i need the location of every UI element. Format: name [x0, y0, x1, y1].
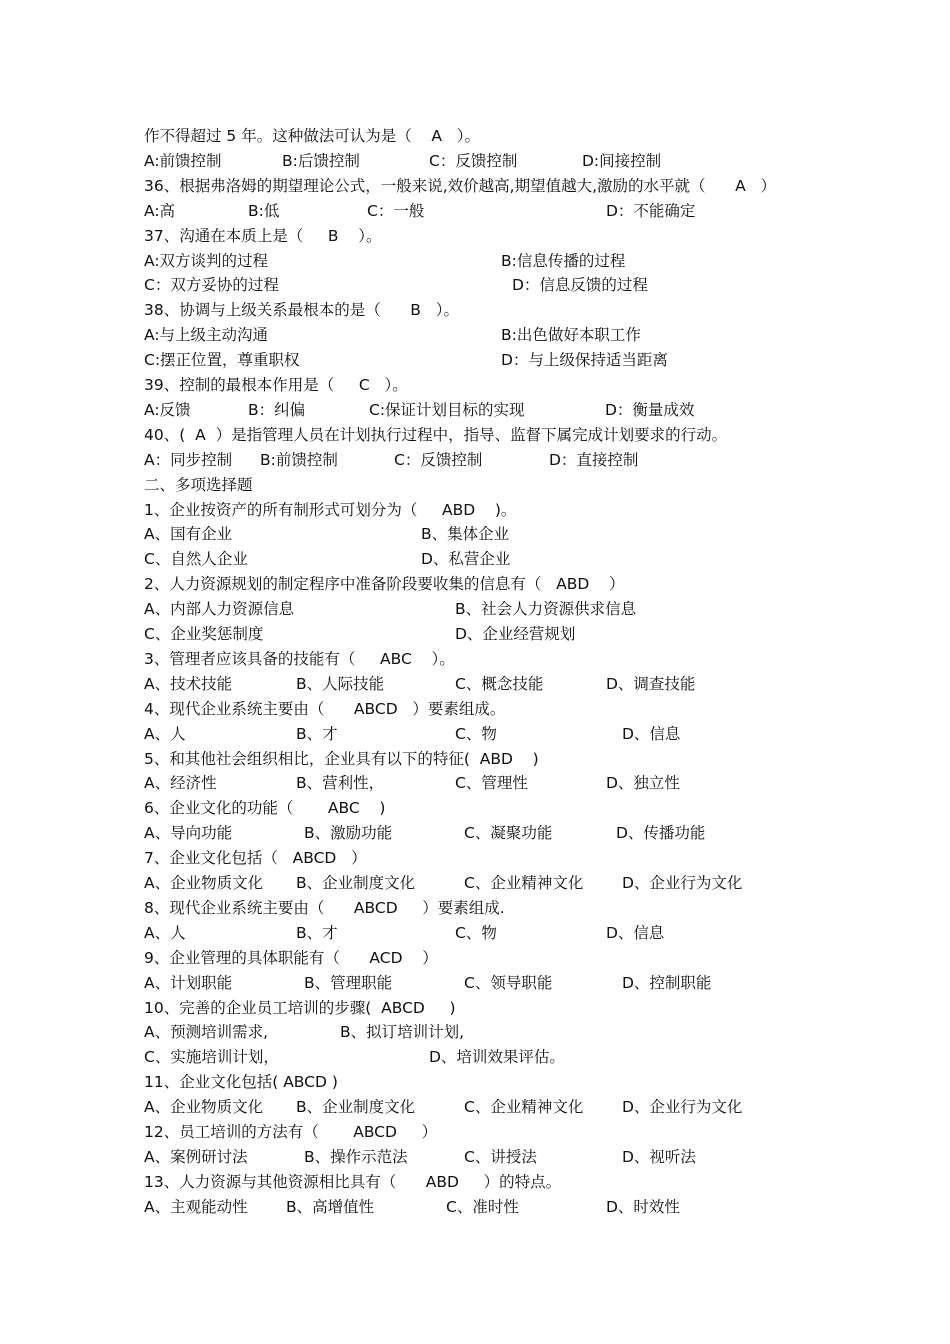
question-line: 12、员工培训的方法有（ ABCD ） — [144, 1123, 438, 1141]
option-text: C:保证计划目标的实现 — [369, 400, 525, 419]
option-text: C、概念技能 — [455, 674, 544, 693]
option-text: B、集体企业 — [421, 525, 510, 544]
option-text: C:摆正位置，尊重职权 — [144, 351, 300, 370]
option-text: B、激励功能 — [304, 824, 393, 843]
question-line: 二、多项选择题 — [144, 475, 253, 494]
option-text: C：反馈控制 — [429, 151, 518, 170]
option-text: A、主观能动性 — [144, 1197, 248, 1216]
option-text: D、独立性 — [606, 774, 680, 793]
option-text: D、控制职能 — [622, 973, 712, 992]
question-line: 6、企业文化的功能（ ABC ) — [144, 799, 386, 818]
option-text: B、才 — [296, 724, 338, 743]
option-text: B、操作示范法 — [304, 1147, 408, 1166]
option-text: B、社会人力资源供求信息 — [455, 600, 637, 619]
option-text: A:反馈 — [144, 400, 191, 419]
option-text: D：信息反馈的过程 — [512, 276, 648, 295]
option-text: C、企业精神文化 — [464, 874, 584, 892]
option-text: D、企业行为文化 — [622, 1098, 743, 1117]
option-text: D：与上级保持适当距离 — [501, 351, 668, 370]
option-text: A:高 — [144, 201, 176, 220]
option-text: D、时效性 — [606, 1197, 680, 1216]
question-line: 8、现代企业系统主要由（ ABCD ）要素组成. — [144, 898, 505, 917]
option-text: C、实施培训计划， — [144, 1048, 279, 1067]
option-text: A、技术技能 — [144, 674, 233, 693]
option-text: A、企业物质文化 — [144, 874, 264, 892]
option-text: C：双方妥协的过程 — [144, 276, 279, 295]
option-text: D、培训效果评估。 — [429, 1048, 565, 1067]
option-text: D：不能确定 — [606, 201, 696, 220]
question-line: 40、( A ）是指管理人员在计划执行过程中，指导、监督下属完成计划要求的行动。 — [144, 425, 728, 444]
option-text: D、私营企业 — [421, 550, 511, 569]
question-line: 7、企业文化包括（ ABCD ） — [144, 849, 367, 868]
option-text: B、营利性， — [296, 774, 385, 793]
question-line: 10、完善的企业员工培训的步骤( ABCD ) — [144, 998, 456, 1017]
option-text: C、企业奖惩制度 — [144, 625, 264, 643]
option-text: B:低 — [248, 201, 280, 220]
option-text: A、国有企业 — [144, 525, 233, 544]
question-line: 作不得超过 5 年。这种做法可认为是（ A ）。 — [144, 127, 481, 145]
option-text: C、领导职能 — [464, 973, 553, 992]
option-text: B:后馈控制 — [282, 151, 360, 170]
option-text: B、人际技能 — [296, 674, 385, 693]
option-text: A、导向功能 — [144, 824, 233, 843]
option-text: D：衡量成效 — [605, 400, 695, 419]
option-text: D、企业行为文化 — [622, 874, 743, 892]
option-text: C：反馈控制 — [394, 450, 483, 469]
question-line: 39、控制的最根本作用是（ C ）。 — [144, 376, 408, 394]
option-text: A:双方谈判的过程 — [144, 251, 269, 270]
question-line: 11、企业文化包括( ABCD ) — [144, 1073, 338, 1092]
option-text: C、自然人企业 — [144, 550, 248, 569]
option-text: D、信息 — [606, 923, 665, 942]
option-text: C、物 — [455, 923, 497, 942]
option-text: A、企业物质文化 — [144, 1098, 264, 1117]
option-text: A、案例研讨法 — [144, 1147, 248, 1166]
option-text: A、人 — [144, 923, 186, 942]
option-text: A:与上级主动沟通 — [144, 326, 269, 345]
option-text: B、高增值性 — [286, 1197, 375, 1216]
option-text: B、才 — [296, 923, 338, 942]
option-text: D、传播功能 — [616, 824, 706, 843]
question-line: 36、根据弗洛姆的期望理论公式，一般来说,效价越高,期望值越大,激励的水平就（ A ） — [144, 176, 776, 195]
option-text: B、企业制度文化 — [296, 1098, 416, 1117]
option-text: C、凝聚功能 — [464, 824, 553, 843]
option-text: A、内部人力资源信息 — [144, 600, 295, 619]
question-line: 5、和其他社会组织相比，企业具有以下的特征( ABD ) — [144, 749, 539, 768]
question-line: 4、现代企业系统主要由（ ABCD ）要素组成。 — [144, 699, 506, 718]
option-text: B：纠偏 — [248, 400, 306, 419]
question-line: 9、企业管理的具体职能有（ ACD ） — [144, 948, 438, 967]
question-line: 3、管理者应该具备的技能有（ ABC ）。 — [144, 649, 455, 668]
question-line: 13、人力资源与其他资源相比具有（ ABD ）的特点。 — [144, 1172, 562, 1191]
option-text: A、预测培训需求, — [144, 1023, 269, 1042]
option-text: D、企业经营规划 — [455, 625, 576, 643]
option-text: C、讲授法 — [464, 1147, 537, 1166]
question-line: 38、协调与上级关系最根本的是（ B ）。 — [144, 301, 459, 320]
option-text: B:信息传播的过程 — [501, 251, 626, 270]
option-text: B、管理职能 — [304, 973, 393, 992]
question-line: 1、企业按资产的所有制形式可划分为（ ABD )。 — [144, 500, 517, 519]
option-text: D、视听法 — [622, 1147, 696, 1166]
option-text: A、经济性 — [144, 774, 217, 793]
option-text: D、信息 — [622, 724, 681, 743]
option-text: C：一般 — [367, 201, 425, 220]
option-text: D：直接控制 — [549, 450, 639, 469]
option-text: C、企业精神文化 — [464, 1098, 584, 1117]
option-text: C、管理性 — [455, 774, 528, 793]
option-text: B、企业制度文化 — [296, 874, 416, 892]
option-text: A、人 — [144, 724, 186, 743]
option-text: C、物 — [455, 724, 497, 743]
option-text: C、准时性 — [446, 1197, 519, 1216]
option-text: D、调查技能 — [606, 674, 696, 693]
option-text: B:出色做好本职工作 — [501, 326, 641, 345]
option-text: A:前馈控制 — [144, 151, 222, 170]
option-text: B:前馈控制 — [260, 450, 338, 469]
option-text: D:间接控制 — [582, 151, 662, 170]
option-text: B、拟订培训计划, — [340, 1023, 465, 1042]
option-text: A：同步控制 — [144, 450, 233, 469]
question-line: 37、沟通在本质上是（ B ）。 — [144, 226, 382, 245]
option-text: A、计划职能 — [144, 973, 233, 992]
question-line: 2、人力资源规划的制定程序中准备阶段要收集的信息有（ ABD ） — [144, 575, 625, 594]
